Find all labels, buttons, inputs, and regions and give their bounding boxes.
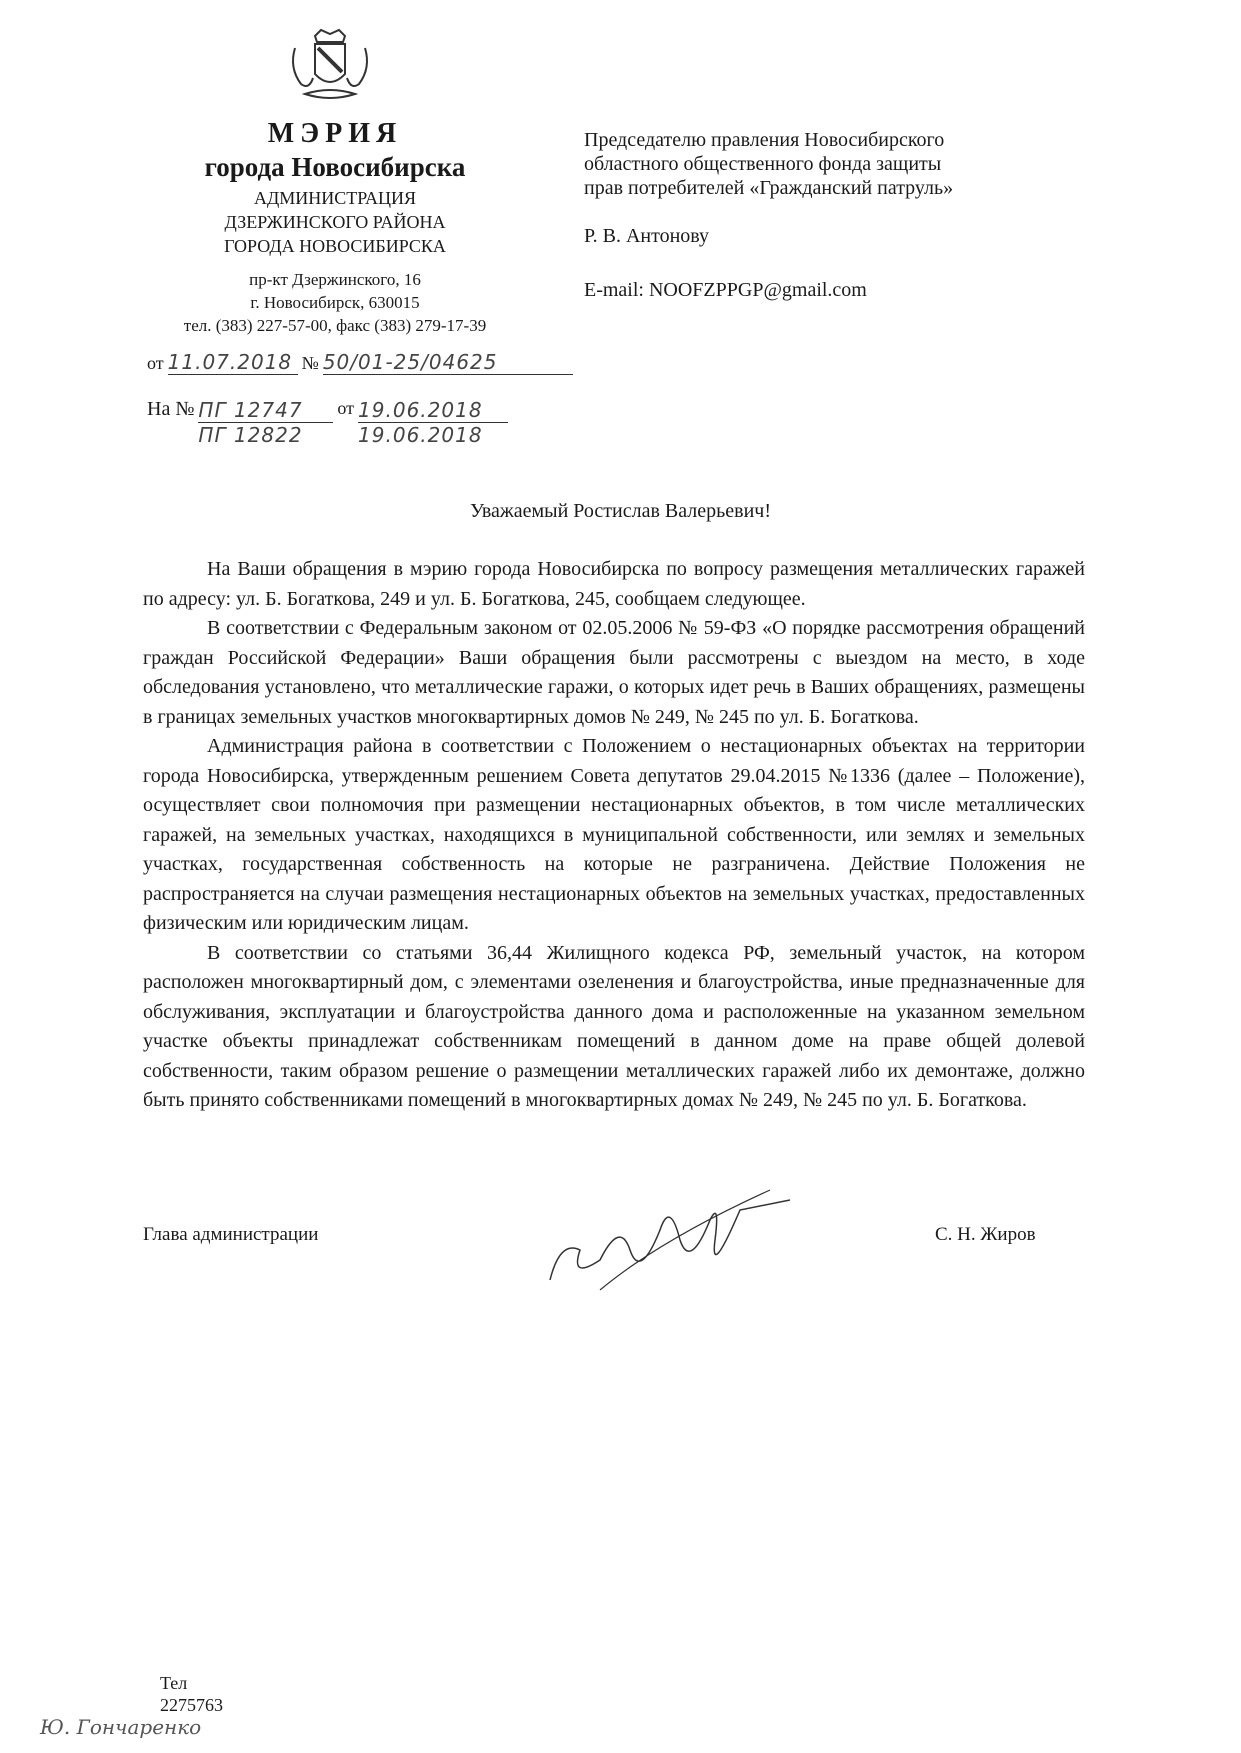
address-line: г. Новосибирск, 630015 xyxy=(250,293,420,312)
letter-body xyxy=(143,555,1085,1116)
body-paragraph: В соответствии со статьями 36,44 Жилищного кодекса РФ, земельный участок, на котором расположен многоквартирный дом, с элементами озеленения и благоустройства, иные предназначенные для обслуживания, эксплуатации и благоустройства данного дома и расположенные на указанном земельном участке объекты принадлежат собственникам помещений в данном доме на праве общей долевой собственности, таким образом решение о размещении металлических гаражей либо их демонтаже, должно быть принято собственниками помещений в многоквартирных домах № 249, № 245 по ул. Б. Богаткова. xyxy=(143,941,1085,1111)
letterhead-admin xyxy=(130,186,540,258)
letterhead-title: МЭРИЯ xyxy=(267,118,403,149)
recipient-line: Председателю правления Новосибирского xyxy=(584,129,945,151)
from-label: от xyxy=(147,353,164,373)
executor-contact xyxy=(160,1672,223,1716)
outgoing-number: 50/01-25/04625 xyxy=(323,350,573,375)
outgoing-registration xyxy=(147,350,573,375)
in-reply-number: ПГ 12822 xyxy=(198,423,303,447)
phone-number: 2275763 xyxy=(160,1695,223,1715)
body-paragraph: На Ваши обращения в мэрию города Новосибирска по вопросу размещения металлических гаражей по адресу: ул. Б. Богаткова, 249 и ул. Б. Богаткова, 245, сообщаем следующее. xyxy=(143,558,1085,610)
recipient-name: Р. В. Антонову xyxy=(584,225,710,247)
admin-line: ДЗЕРЖИНСКОГО РАЙОНА xyxy=(224,212,446,232)
handwritten-signature xyxy=(540,1180,800,1300)
recipient-line: областного общественного фонда защиты xyxy=(584,153,942,175)
in-reply-date: 19.06.2018 xyxy=(358,398,508,423)
recipient-email: E-mail: NOOFZPPGP@gmail.com xyxy=(584,279,867,301)
number-label: № xyxy=(301,353,319,373)
executor-handwritten-name: Ю. Гончаренко xyxy=(40,1715,202,1739)
recipient-block xyxy=(584,128,1054,302)
incoming-registration xyxy=(147,398,508,447)
body-paragraph: Администрация района в соответствии с Положением о нестационарных объектах на территории города Новосибирска, утвержденным решением Совета депутатов 29.04.2015 №1336 (далее – Положение), осуществляет свои полномочия при размещении нестационарных объектов, в том числе металлических гаражей, на земельных участках, находящихся в муниципальной собственности, или землях и земельных участках, государственная собственность на которые не разграничена. Действие Положения не распространяется на случаи размещения нестационарных объектов на земельных участках, предоставленных физическим или юридическим лицам. xyxy=(143,735,1085,934)
admin-line: ГОРОДА НОВОСИБИРСКА xyxy=(224,236,446,256)
address-line: пр-кт Дзержинского, 16 xyxy=(249,270,421,289)
in-reply-date: 19.06.2018 xyxy=(358,423,483,447)
letterhead-city: города Новосибирска xyxy=(204,152,466,182)
letterhead-address xyxy=(130,268,540,337)
greeting: Уважаемый Ростислав Валерьевич! xyxy=(469,500,772,522)
admin-line: АДМИНИСТРАЦИЯ xyxy=(254,188,416,208)
phone-label: Тел xyxy=(160,1673,188,1693)
signatory-name: С. Н. Жиров xyxy=(935,1224,1036,1245)
in-reply-label: На № xyxy=(147,398,195,420)
signature-position: Глава администрации xyxy=(143,1224,319,1245)
address-line: тел. (383) 227-57-00, факс (383) 279-17-39 xyxy=(183,316,487,335)
in-reply-from-label: от xyxy=(337,398,355,418)
outgoing-date: 11.07.2018 xyxy=(168,350,298,375)
recipient-line: прав потребителей «Гражданский патруль» xyxy=(584,177,954,199)
in-reply-number: ПГ 12747 xyxy=(198,398,333,423)
body-paragraph: В соответствии с Федеральным законом от 02.05.2006 № 59-ФЗ «О порядке рассмотрения обращений граждан Российской Федерации» Ваши обращения были рассмотрены с выездом на место, в ходе обследования установлено, что металлические гаражи, о которых идет речь в Ваших обращениях, размещены в границах земельных участков многоквартирных домов № 249, № 245 по ул. Б. Богаткова. xyxy=(143,617,1085,728)
coat-of-arms-emblem xyxy=(285,28,375,108)
